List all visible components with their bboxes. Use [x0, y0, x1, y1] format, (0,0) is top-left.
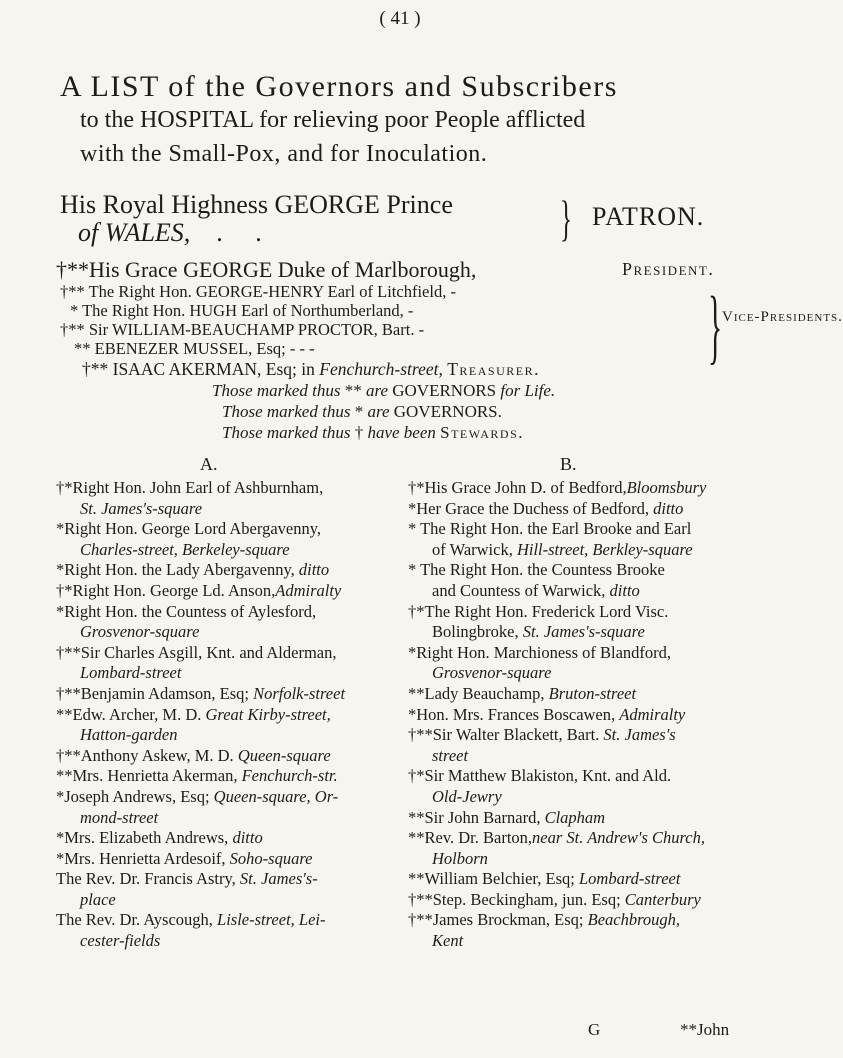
- list-item: †*Sir Matthew Blakiston, Knt. and Ald.: [408, 766, 672, 786]
- note-stewards: Those marked thus † have been Stewards.: [222, 423, 525, 442]
- list-item: †**Benjamin Adamson, Esq; Norfolk-street: [56, 683, 346, 703]
- list-item: **Sir John Barnard, Clapham: [408, 807, 606, 827]
- catchword: **John: [680, 1020, 730, 1039]
- list-item: *Right Hon. Marchioness of Blandford,: [408, 642, 672, 662]
- vice-president-4: ** EBENEZER MUSSEL, Esq; - - -: [74, 339, 315, 358]
- patron-role: PATRON.: [592, 202, 705, 231]
- patron-name-line-2: of WALES, . .: [78, 218, 262, 247]
- vice-president-1: †** The Right Hon. GEORGE-HENRY Earl of Litchfield, -: [60, 282, 456, 301]
- treasurer-address: Fenchurch-street,: [319, 359, 443, 379]
- patron-brace-icon: }: [560, 190, 572, 246]
- treasurer-role: Treasurer.: [447, 359, 540, 379]
- column-b: †*His Grace John D. of Bedford,Bloomsbury *Her Grace the Duchess of Bedford, ditto * The Right Hon. the Earl Brooke and Earl of Warwick, Hill-street, Berkley-square * The Right Hon. the Countess Brooke and Countess of Warwick, ditto †*The Right Hon. Frederick Lord Visc. Bolingbroke, St. James's-square *Right Hon. Marchioness of Blandford, Grosvenor-square **Lady Beauchamp, Bruton-street *Hon. Mrs. Frances Boscawen, Admiralty †**Sir Walter Blackett, Bart. St. James's street †*Sir Matthew Blakiston, Knt. and Ald. Old-Jewry **Sir John Barnard, Clapham **Rev. Dr. Barton,near St. Andrew's Church, Holborn **William Belchier, Esq; Lombard-street †**Step. Beckingham, jun. Esq; Canterbury †**James Brockman, Esq; Beachbrough, Kent: [408, 478, 788, 952]
- list-item: The Rev. Dr. Francis Astry, St. James's-: [56, 869, 318, 889]
- column-b-heading: B.: [560, 454, 577, 474]
- list-title-line-3: with the Small-Pox, and for Inoculation.: [80, 141, 488, 167]
- president-name: †**His Grace GEORGE Duke of Marlborough,: [56, 257, 477, 282]
- list-item: * The Right Hon. the Earl Brooke and Earl: [408, 519, 692, 539]
- list-item: *Mrs. Henrietta Ardesoif, Soho-square: [56, 848, 313, 868]
- list-item: * The Right Hon. the Countess Brooke: [408, 560, 665, 580]
- list-item: **William Belchier, Esq; Lombard-street: [408, 869, 681, 889]
- vice-president-3: †** Sir WILLIAM-BEAUCHAMP PROCTOR, Bart. -: [60, 320, 425, 339]
- list-item: †**Step. Beckingham, jun. Esq; Canterbury: [408, 889, 701, 909]
- list-title-line-1: A LIST of the Governors and Subscribers: [60, 70, 618, 103]
- list-title-line-2: to the HOSPITAL for relieving poor People afflicted: [80, 107, 586, 133]
- list-item: †**Anthony Askew, M. D. Queen-square: [56, 745, 331, 765]
- list-item: *Mrs. Elizabeth Andrews, ditto: [56, 828, 263, 848]
- list-item: **Rev. Dr. Barton,near St. Andrew's Church,: [408, 828, 706, 848]
- list-item: The Rev. Dr. Ayscough, Lisle-street, Lei-: [56, 910, 326, 930]
- list-item: †**Sir Charles Asgill, Knt. and Alderman,: [56, 642, 337, 662]
- list-item: *Right Hon. George Lord Abergavenny,: [56, 519, 322, 539]
- list-item: †**Sir Walter Blackett, Bart. St. James's: [408, 725, 676, 745]
- list-item: †**James Brockman, Esq; Beachbrough,: [408, 910, 681, 930]
- list-item: **Lady Beauchamp, Bruton-street: [408, 683, 637, 703]
- column-a: †*Right Hon. John Earl of Ashburnham, St. James's-square *Right Hon. George Lord Abergavenny, Charles-street, Berkeley-square *Right Hon. the Lady Abergavenny, ditto †*Right Hon. George Ld. Anson,Admiralty *Right Hon. the Countess of Aylesford, Grosvenor-square †**Sir Charles Asgill, Knt. and Alderman, Lombard-street †**Benjamin Adamson, Esq; Norfolk-street **Edw. Archer, M. D. Great Kirby-street, Hatton-garden †**Anthony Askew, M. D. Queen-square **Mrs. Henrietta Akerman, Fenchurch-str. *Joseph Andrews, Esq; Queen-square, Or- mond-street *Mrs. Elizabeth Andrews, ditto *Mrs. Henrietta Ardesoif, Soho-square The Rev. Dr. Francis Astry, St. James's- place The Rev. Dr. Ayscough, Lisle-street, Lei- cester-fields: [56, 478, 386, 952]
- treasurer-name: †** ISAAC AKERMAN, Esq; in: [82, 359, 315, 379]
- list-item: †*The Right Hon. Frederick Lord Visc.: [408, 601, 669, 621]
- patron-title: of WALES,: [78, 218, 191, 247]
- note-governors: Those marked thus * are GOVERNORS.: [222, 402, 502, 421]
- list-item: *Hon. Mrs. Frances Boscawen, Admiralty: [408, 704, 686, 724]
- list-item: †*Right Hon. John Earl of Ashburnham,: [56, 478, 324, 497]
- treasurer-line: [82, 359, 540, 380]
- vice-presidents-role: Vice-Presidents.: [722, 309, 843, 325]
- list-item: *Right Hon. the Countess of Aylesford,: [56, 601, 317, 621]
- list-item: **Mrs. Henrietta Akerman, Fenchurch-str.: [56, 766, 338, 786]
- note-governors-for-life: Those marked thus ** are GOVERNORS for Life.: [212, 381, 556, 400]
- list-item: *Right Hon. the Lady Abergavenny, ditto: [56, 560, 330, 580]
- list-item: †*Right Hon. George Ld. Anson,Admiralty: [56, 580, 342, 600]
- list-item: †*His Grace John D. of Bedford,Bloomsbury: [408, 478, 707, 497]
- president-role: President.: [622, 259, 715, 279]
- signature-mark: G: [588, 1020, 601, 1039]
- page-number: ( 41 ): [379, 8, 421, 29]
- list-item: **Edw. Archer, M. D. Great Kirby-street,: [56, 704, 331, 724]
- list-item: *Her Grace the Duchess of Bedford, ditto: [408, 498, 684, 518]
- vice-president-2: * The Right Hon. HUGH Earl of Northumberland, -: [70, 301, 414, 320]
- list-item: *Joseph Andrews, Esq; Queen-square, Or-: [56, 786, 339, 806]
- patron-name-line-1: His Royal Highness GEORGE Prince: [60, 190, 453, 219]
- column-a-heading: A.: [200, 454, 218, 474]
- vice-presidents-brace-icon: }: [708, 280, 723, 373]
